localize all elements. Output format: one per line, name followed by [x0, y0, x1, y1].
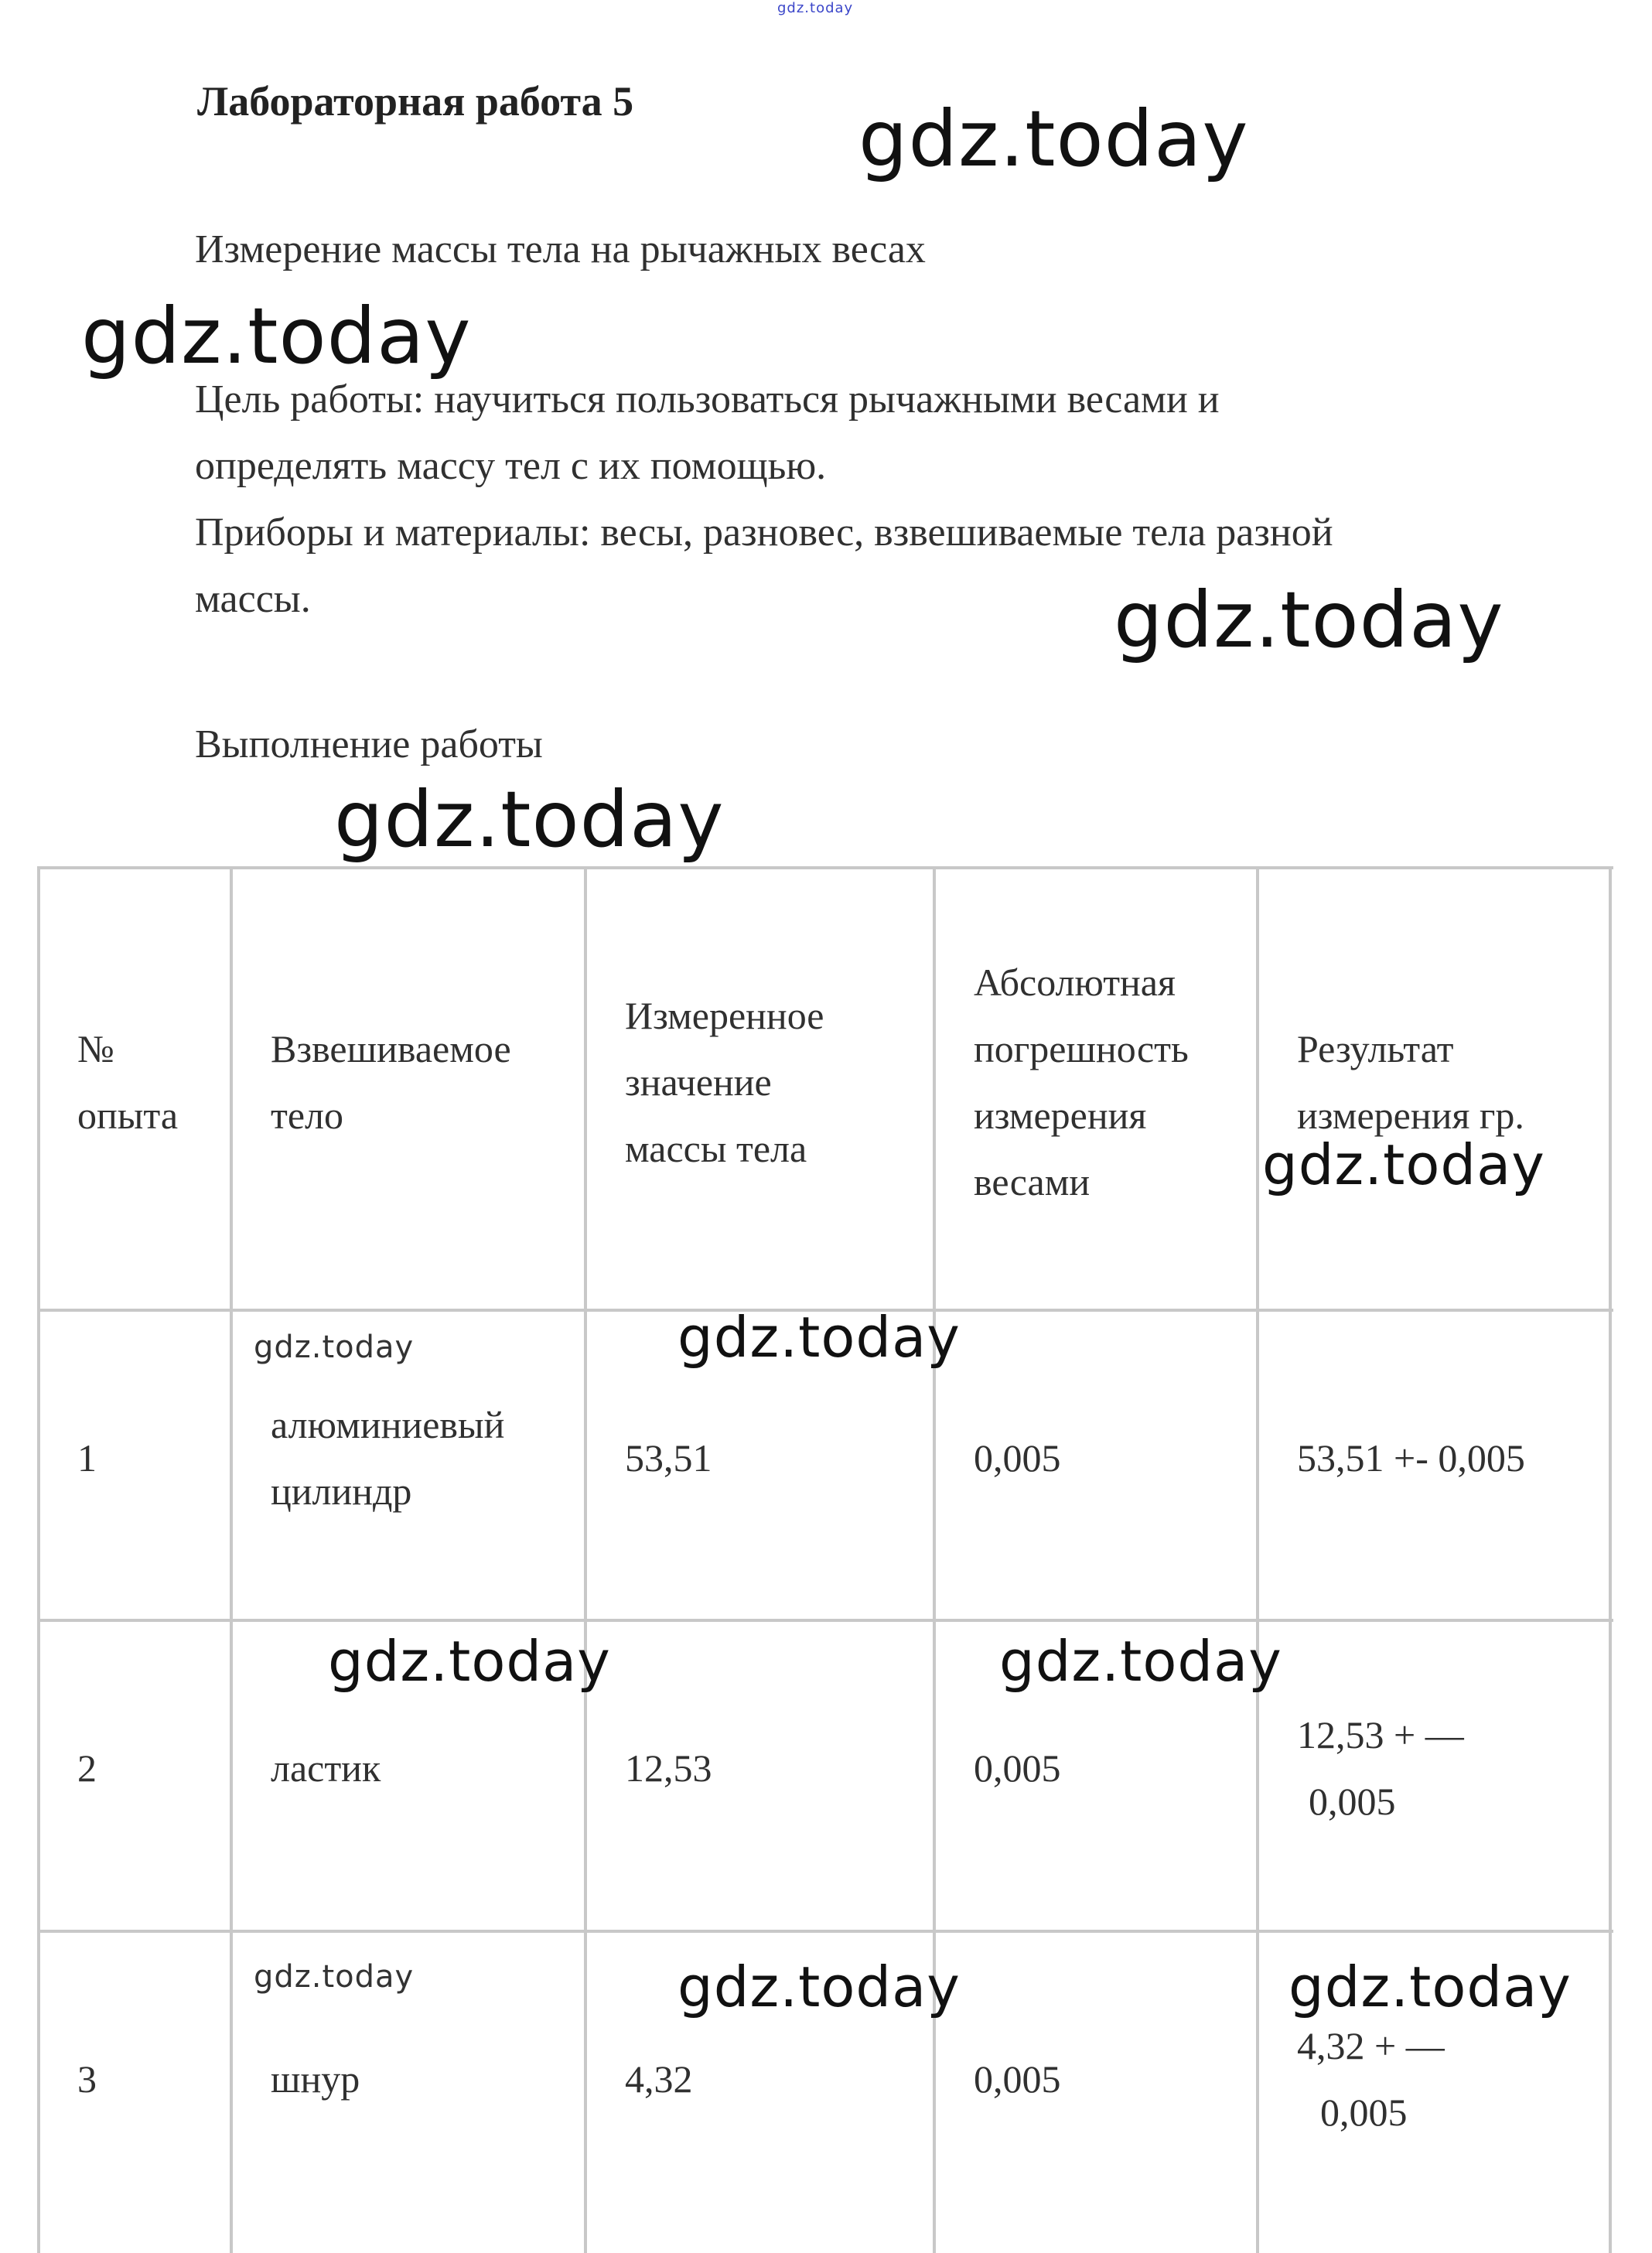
watermark: gdz.today [81, 291, 472, 381]
goal-text-line2: определять массу тел с их помощью. [195, 444, 827, 488]
table-border [37, 1619, 1613, 1622]
table-border [37, 869, 40, 2253]
row-error: 0,005 [974, 2057, 1061, 2101]
watermark: gdz.today [1114, 575, 1504, 665]
row-body: алюминиевый [271, 1403, 505, 1446]
row-num: 3 [77, 2057, 97, 2101]
table-border [37, 1930, 1613, 1933]
row-value: 4,32 [625, 2057, 693, 2101]
row-num: 1 [77, 1436, 97, 1480]
header-cell-num: опыта [77, 1094, 179, 1137]
watermark: gdz.today [334, 774, 725, 865]
header-cell-value: Измеренное [625, 994, 824, 1037]
procedure-heading: Выполнение работы [195, 722, 543, 766]
header-cell-num: № [77, 1027, 114, 1070]
materials-text-line1: Приборы и материалы: весы, разновес, взвешиваемые тела разной [195, 510, 1333, 555]
row-result: 0,005 [1320, 2091, 1408, 2134]
row-body: шнур [271, 2057, 360, 2101]
page-title: Лабораторная работа 5 [197, 78, 634, 125]
row-error: 0,005 [974, 1746, 1061, 1790]
header-cell-error: весами [974, 1160, 1091, 1203]
row-num: 2 [77, 1746, 97, 1790]
watermark: gdz.today [678, 1954, 961, 2019]
header-cell-result: измерения гр. [1297, 1094, 1524, 1137]
header-cell-value: массы тела [625, 1127, 807, 1170]
row-result: 0,005 [1309, 1780, 1396, 1823]
watermark: gdz.today [254, 1330, 415, 1365]
goal-text-line1: Цель работы: научиться пользоваться рычажными весами и [195, 377, 1220, 422]
watermark-top-tiny: gdz.today [777, 0, 854, 16]
header-cell-result: Результат [1297, 1027, 1454, 1070]
topic-text: Измерение массы тела на рычажных весах [195, 227, 926, 271]
header-cell-error: измерения [974, 1094, 1147, 1137]
watermark: gdz.today [328, 1629, 611, 1694]
watermark: gdz.today [858, 94, 1249, 184]
header-cell-value: значение [625, 1060, 772, 1104]
materials-text-line2: массы. [195, 577, 311, 621]
row-value: 12,53 [625, 1746, 712, 1790]
row-error: 0,005 [974, 1436, 1061, 1480]
header-cell-body: тело [271, 1094, 343, 1137]
watermark: gdz.today [254, 1959, 415, 1995]
row-result: 4,32 + — [1297, 2024, 1445, 2067]
header-cell-error: погрешность [974, 1027, 1189, 1070]
table-border [1609, 869, 1612, 2253]
header-cell-body: Взвешиваемое [271, 1027, 511, 1070]
watermark: gdz.today [999, 1629, 1282, 1694]
watermark: gdz.today [678, 1305, 961, 1370]
row-body: ластик [271, 1746, 381, 1790]
row-value: 53,51 [625, 1436, 712, 1480]
table-border [933, 869, 936, 2253]
table-border [230, 869, 233, 2253]
table-border [584, 869, 587, 2253]
row-result: 12,53 + — [1297, 1713, 1464, 1756]
table-border [37, 866, 1613, 869]
header-cell-error: Абсолютная [974, 961, 1176, 1004]
watermark: gdz.today [1262, 1132, 1545, 1197]
watermark: gdz.today [1288, 1954, 1572, 2019]
row-result: 53,51 +- 0,005 [1297, 1436, 1525, 1480]
row-body: цилиндр [271, 1470, 412, 1513]
table-border [1256, 869, 1259, 2253]
